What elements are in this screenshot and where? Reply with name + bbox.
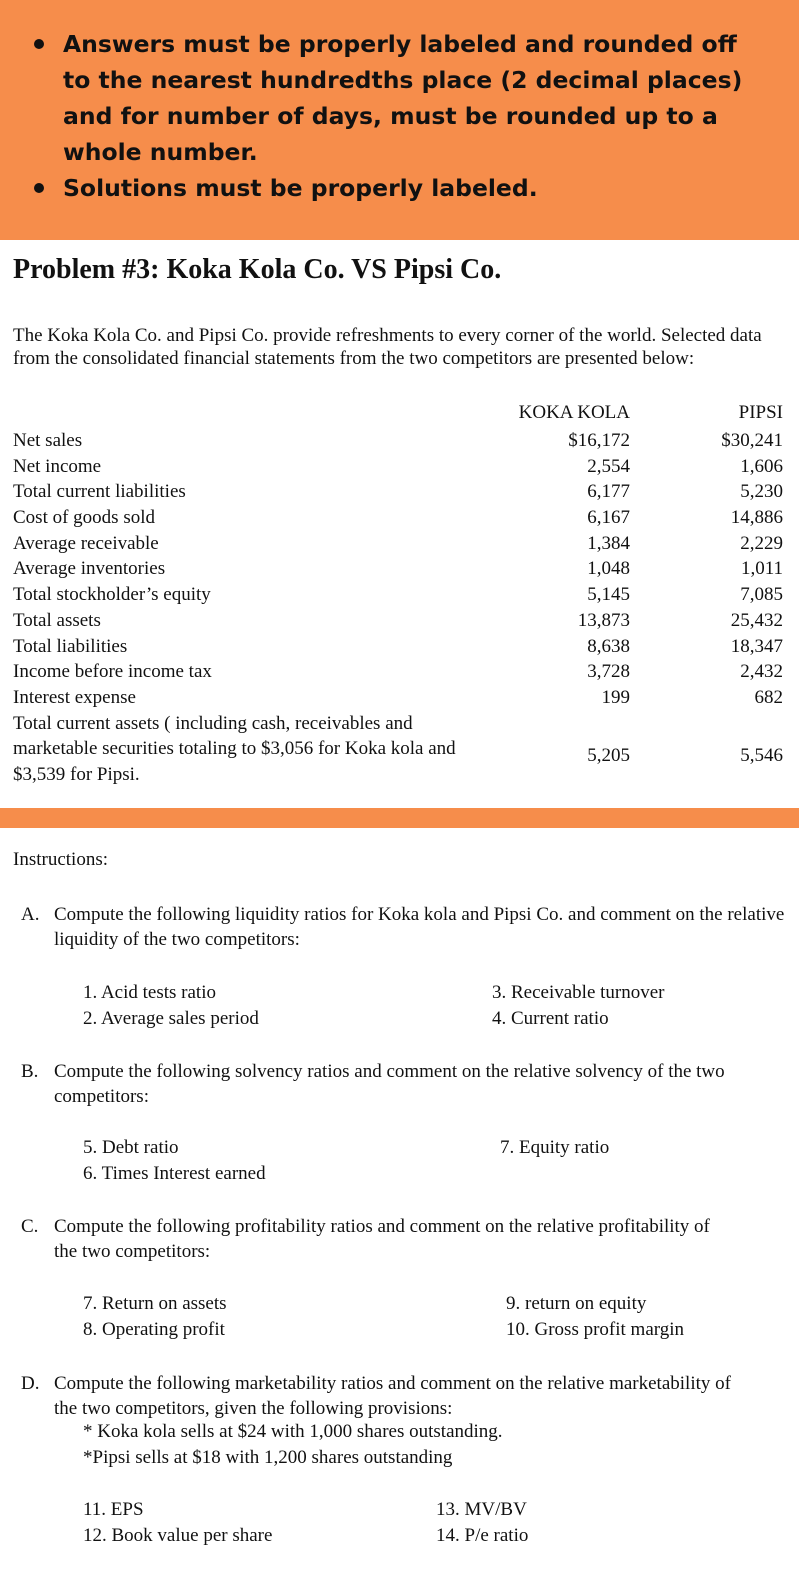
table-row: Net sales $16,172 $30,241 — [13, 430, 783, 451]
section-text: Compute the following liquidity ratios for Koka kola and Pipsi Co. and comment on the relative liquidity of the two competitors: — [54, 904, 785, 950]
table-row: Cost of goods sold 6,167 14,886 — [13, 507, 783, 529]
column-header-pipsi: PIPSI — [738, 402, 783, 423]
problem-title: Problem #3: Koka Kola Co. VS Pipsi Co. — [13, 254, 502, 285]
table-row: Average receivable 1,384 2,229 — [13, 532, 783, 554]
section-divider — [0, 808, 799, 828]
section-letter: B. — [21, 1061, 39, 1082]
bullet-icon — [34, 183, 44, 193]
list-item: 3. Receivable turnover — [492, 982, 665, 1003]
list-item: 7. Return on assets — [83, 1293, 227, 1314]
section-text: Compute the following profitability ratios and comment on the relative profitability of the two competitors: — [54, 1216, 710, 1262]
list-item: 12. Book value per share — [83, 1525, 273, 1546]
list-item: 5. Debt ratio — [83, 1137, 179, 1158]
requirement-item: Solutions must be properly labeled. — [34, 170, 764, 206]
table-row: Total liabilities 8,638 18,347 — [13, 635, 783, 657]
list-item: 14. P/e ratio — [436, 1525, 529, 1546]
section-text: Compute the following marketability ratios and comment on the relative marketability of the two competitors, given the following provisions: — [54, 1373, 731, 1419]
table-row: Interest expense 199 682 — [13, 686, 783, 708]
table-row: Total current liabilities 6,177 5,230 — [13, 481, 783, 503]
instructions-heading: Instructions: — [13, 849, 108, 870]
list-item: 6. Times Interest earned — [83, 1163, 266, 1184]
list-item: 10. Gross profit margin — [506, 1319, 685, 1340]
table-row: Income before income tax 3,728 2,432 — [13, 661, 783, 683]
list-item: 2. Average sales period — [83, 1008, 259, 1029]
list-item: 8. Operating profit — [83, 1319, 225, 1340]
table-row-current-assets: Total current assets ( including cash, receivables and marketable securities totaling to $3,056 for Koka kola and $3,539 for Pipsi. 5,205 5,546 — [13, 712, 783, 785]
table-row: Total stockholder’s equity 5,145 7,085 — [13, 584, 783, 606]
section-text: Compute the following solvency ratios and comment on the relative solvency of the two competitors: — [54, 1061, 725, 1107]
provision-koka: * Koka kola sells at $24 with 1,000 shares outstanding. — [83, 1421, 503, 1442]
provision-pipsi: *Pipsi sells at $18 with 1,200 shares outstanding — [83, 1447, 453, 1468]
requirements-banner — [0, 0, 799, 240]
list-item: 11. EPS — [83, 1499, 144, 1520]
table-row: Total assets 13,873 25,432 — [13, 609, 783, 631]
list-item: 9. return on equity — [506, 1293, 647, 1314]
list-item: 1. Acid tests ratio — [83, 982, 216, 1003]
financial-data-table — [13, 402, 783, 789]
section-letter: D. — [21, 1373, 40, 1394]
list-item: 7. Equity ratio — [500, 1137, 610, 1158]
list-item: 13. MV/BV — [436, 1499, 527, 1520]
section-letter: A. — [21, 904, 40, 925]
requirements-list — [34, 26, 764, 206]
table-row: Net income 2,554 1,606 — [13, 455, 783, 477]
table-row: Average inventories 1,048 1,011 — [13, 558, 783, 580]
table-header — [13, 402, 783, 428]
column-header-koka: KOKA KOLA — [518, 402, 630, 423]
list-item: 4. Current ratio — [492, 1008, 609, 1029]
requirement-item: Answers must be properly labeled and rounded off to the nearest hundredths place (2 decimal places) and for number of days, must be rounded up to a whole number. — [34, 26, 764, 170]
problem-intro: The Koka Kola Co. and Pipsi Co. provide refreshments to every corner of the world. Selected data from the consolidated financial statements from the two competitors are presented below: — [13, 325, 762, 369]
bullet-icon — [34, 39, 44, 49]
section-letter: C. — [21, 1216, 39, 1237]
